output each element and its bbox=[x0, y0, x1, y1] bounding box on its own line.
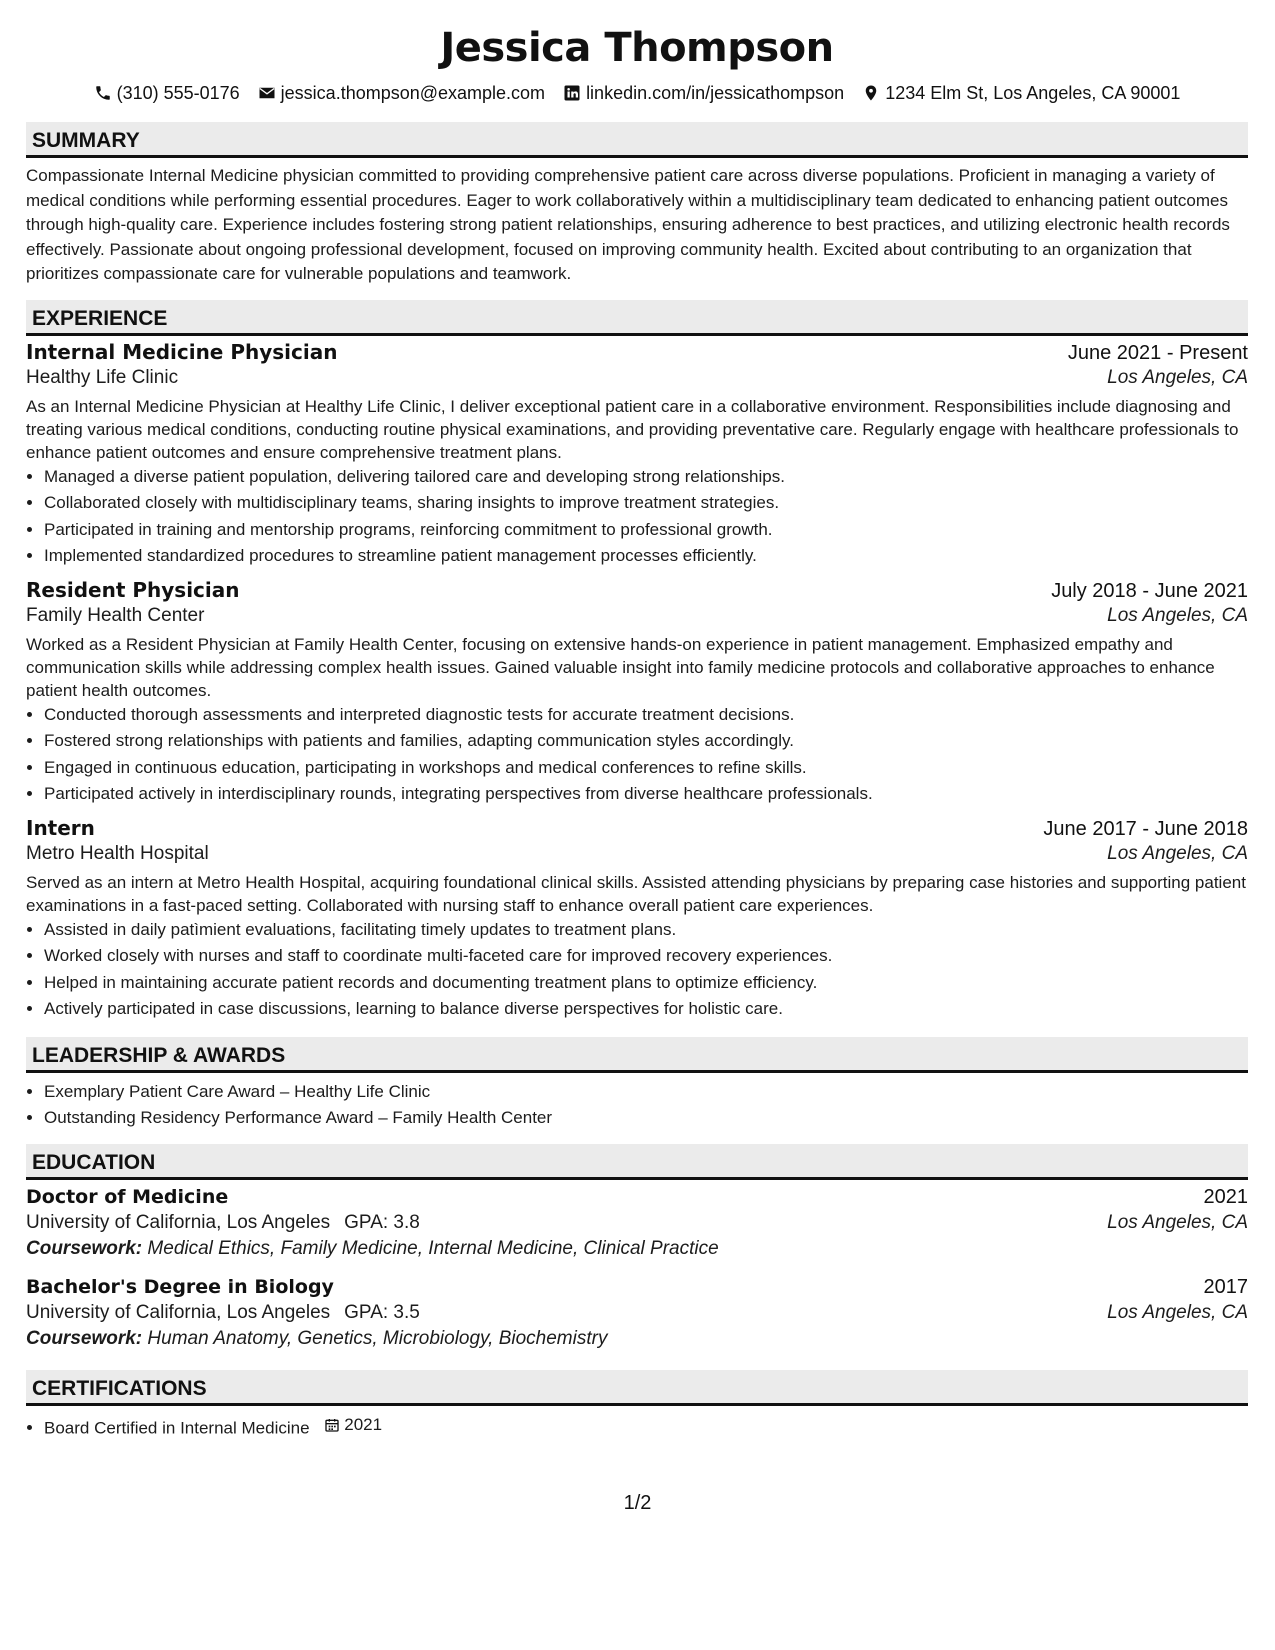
job-title: Internal Medicine Physician bbox=[26, 339, 338, 364]
list-item: • Assisted in daily patìmient evaluations, facilitating timely updates to treatment plans. bbox=[44, 917, 1248, 944]
list-item: • Outstanding Residency Performance Award – Family Health Center bbox=[44, 1105, 1248, 1132]
education-entry bbox=[26, 1186, 1248, 1260]
phone-text: (310) 555-0176 bbox=[116, 83, 240, 103]
list-item: • Managed a diverse patient population, delivering tailored care and developing strong relationships. bbox=[44, 464, 1248, 491]
gpa: GPA: 3.8 bbox=[344, 1211, 420, 1233]
coursework bbox=[26, 1238, 1248, 1260]
contact-linkedin[interactable] bbox=[563, 80, 844, 106]
education-entry bbox=[26, 1276, 1248, 1350]
calendar-icon bbox=[324, 1417, 340, 1433]
job-location: Los Angeles, CA bbox=[1107, 842, 1248, 864]
list-item: • Fostered strong relationships with patients and families, adapting communication styles accordingly. bbox=[44, 728, 1248, 755]
job-description: Served as an intern at Metro Health Hospital, acquiring foundational clinical skills. Assisted attending physicians by preparing case histories and supporting patient examinations in a fast-paced setting. Collaborated with nursing staff to enhance overall patient care experiences. bbox=[26, 872, 1246, 915]
linkedin-text: linkedin.com/in/jessicathompson bbox=[586, 83, 845, 103]
job-subheader bbox=[26, 367, 1248, 389]
job-description: As an Internal Medicine Physician at Healthy Life Clinic, I deliver exceptional patient care in a collaborative environment. Responsibilities include diagnosing and treating various medical conditions, conducting routine physical examinations, and providing preventative care. Regularly engage with healthcare professionals to enhance patient outcomes and ensure comprehensive treatment plans. bbox=[26, 396, 1239, 462]
job-dates: June 2021 - Present bbox=[1067, 341, 1248, 364]
list-item: • Helped in maintaining accurate patient records and documenting treatment plans to optimize efficiency. bbox=[44, 970, 1248, 997]
job-title: Intern bbox=[26, 815, 95, 840]
certifications-list bbox=[26, 1412, 1248, 1442]
job-header bbox=[26, 816, 1248, 841]
job-org: Healthy Life Clinic bbox=[26, 366, 179, 388]
candidate-name: Jessica Thompson bbox=[440, 25, 834, 71]
school-name: University of California, Los Angeles bbox=[26, 1211, 331, 1233]
summary-text: Compassionate Internal Medicine physician committed to providing comprehensive patient care across diverse populations. Proficient in managing a variety of medical conditions while performing essential procedures. Eager to work collaboratively within a multidisciplinary team dedicated to enhancing patient outcomes through high-quality care. Experience includes fostering strong patient relationships, ensuring adherence to best practices, and utilizing electronic health records effectively. Passionate about ongoing professional development, focused on improving community health. Excited about contributing to an organization that prioritizes compassionate care for vulnerable populations and teamwork. bbox=[26, 166, 1230, 283]
address-text: 1234 Elm St, Los Angeles, CA 90001 bbox=[885, 83, 1181, 103]
coursework bbox=[26, 1328, 1248, 1350]
linkedin-icon bbox=[563, 84, 581, 102]
education-header bbox=[26, 1186, 1248, 1209]
education-year: 2021 bbox=[1203, 1185, 1248, 1208]
job-bullets bbox=[26, 702, 1248, 808]
school-name: University of California, Los Angeles bbox=[26, 1301, 331, 1323]
job-entry bbox=[26, 340, 1248, 570]
job-dates: June 2017 - June 2018 bbox=[1043, 817, 1248, 840]
email-text: jessica.thompson@example.com bbox=[280, 83, 546, 103]
job-subheader bbox=[26, 843, 1248, 865]
contact-bar bbox=[26, 80, 1248, 106]
job-entry bbox=[26, 578, 1248, 808]
list-item: • Worked closely with nurses and staff to coordinate multi-faceted care for improved recovery experiences. bbox=[44, 943, 1248, 970]
map-pin-icon bbox=[862, 84, 880, 102]
list-item bbox=[44, 1412, 1248, 1442]
gpa: GPA: 3.5 bbox=[344, 1301, 420, 1323]
contact-email[interactable] bbox=[258, 80, 545, 106]
job-dates: July 2018 - June 2021 bbox=[1051, 579, 1248, 602]
certification-year: 2021 bbox=[344, 1414, 383, 1434]
list-item: • Engaged in continuous education, participating in workshops and medical conferences to refine skills. bbox=[44, 755, 1248, 782]
job-org: Family Health Center bbox=[26, 604, 205, 626]
job-location: Los Angeles, CA bbox=[1107, 366, 1248, 388]
list-item: • Exemplary Patient Care Award – Healthy Life Clinic bbox=[44, 1079, 1248, 1106]
leadership-list bbox=[26, 1079, 1248, 1132]
list-item: • Participated actively in interdisciplinary rounds, integrating perspectives from diverse healthcare professionals. bbox=[44, 781, 1248, 808]
job-subheader bbox=[26, 605, 1248, 627]
school-line bbox=[26, 1302, 420, 1324]
envelope-icon bbox=[258, 84, 276, 102]
job-entry bbox=[26, 816, 1248, 1023]
list-item: • Participated in training and mentorship programs, reinforcing commitment to professional growth. bbox=[44, 517, 1248, 544]
school-line bbox=[26, 1212, 420, 1234]
phone-icon bbox=[94, 84, 112, 102]
job-header bbox=[26, 340, 1248, 365]
job-description: Worked as a Resident Physician at Family Health Center, focusing on extensive hands-on experience in patient management. Emphasized empathy and communication skills while addressing complex health issues. Gained valuable insight into family medicine protocols and collaborative approaches to enhance patient health outcomes. bbox=[26, 634, 1215, 700]
education-location: Los Angeles, CA bbox=[1107, 1301, 1248, 1323]
degree-title: Bachelor's Degree in Biology bbox=[26, 1275, 334, 1298]
job-org: Metro Health Hospital bbox=[26, 842, 209, 864]
job-location: Los Angeles, CA bbox=[1107, 604, 1248, 626]
education-header bbox=[26, 1276, 1248, 1299]
coursework-label: Coursework: bbox=[26, 1237, 143, 1259]
list-item: • Actively participated in case discussions, learning to balance diverse perspectives for holistic care. bbox=[44, 996, 1248, 1023]
summary-heading: SUMMARY bbox=[26, 122, 1248, 158]
experience-heading: EXPERIENCE bbox=[26, 300, 1248, 336]
leadership-heading: LEADERSHIP & AWARDS bbox=[26, 1037, 1248, 1073]
list-item: • Conducted thorough assessments and interpreted diagnostic tests for accurate treatment decisions. bbox=[44, 702, 1248, 729]
job-header bbox=[26, 578, 1248, 603]
list-item: • Collaborated closely with multidisciplinary teams, sharing insights to improve treatment strategies. bbox=[44, 490, 1248, 517]
education-heading: EDUCATION bbox=[26, 1144, 1248, 1180]
page-number: 1/2 bbox=[623, 1492, 652, 1514]
job-title: Resident Physician bbox=[26, 577, 240, 602]
resume-page bbox=[26, 0, 1248, 1441]
certification-name: Board Certified in Internal Medicine bbox=[44, 1417, 310, 1437]
contact-phone bbox=[94, 80, 240, 106]
coursework-label: Coursework: bbox=[26, 1327, 143, 1349]
education-year: 2017 bbox=[1203, 1275, 1248, 1298]
certification-date bbox=[324, 1412, 382, 1439]
list-item: • Implemented standardized procedures to streamline patient management processes efficiently. bbox=[44, 543, 1248, 570]
job-bullets bbox=[26, 464, 1248, 570]
education-subheader bbox=[26, 1212, 1248, 1234]
education-location: Los Angeles, CA bbox=[1107, 1211, 1248, 1233]
coursework-list: Human Anatomy, Genetics, Microbiology, Biochemistry bbox=[147, 1327, 608, 1349]
degree-title: Doctor of Medicine bbox=[26, 1185, 229, 1208]
education-subheader bbox=[26, 1302, 1248, 1324]
job-bullets bbox=[26, 917, 1248, 1023]
certifications-heading: CERTIFICATIONS bbox=[26, 1370, 1248, 1406]
coursework-list: Medical Ethics, Family Medicine, Internal Medicine, Clinical Practice bbox=[147, 1237, 719, 1259]
contact-address bbox=[862, 80, 1180, 106]
